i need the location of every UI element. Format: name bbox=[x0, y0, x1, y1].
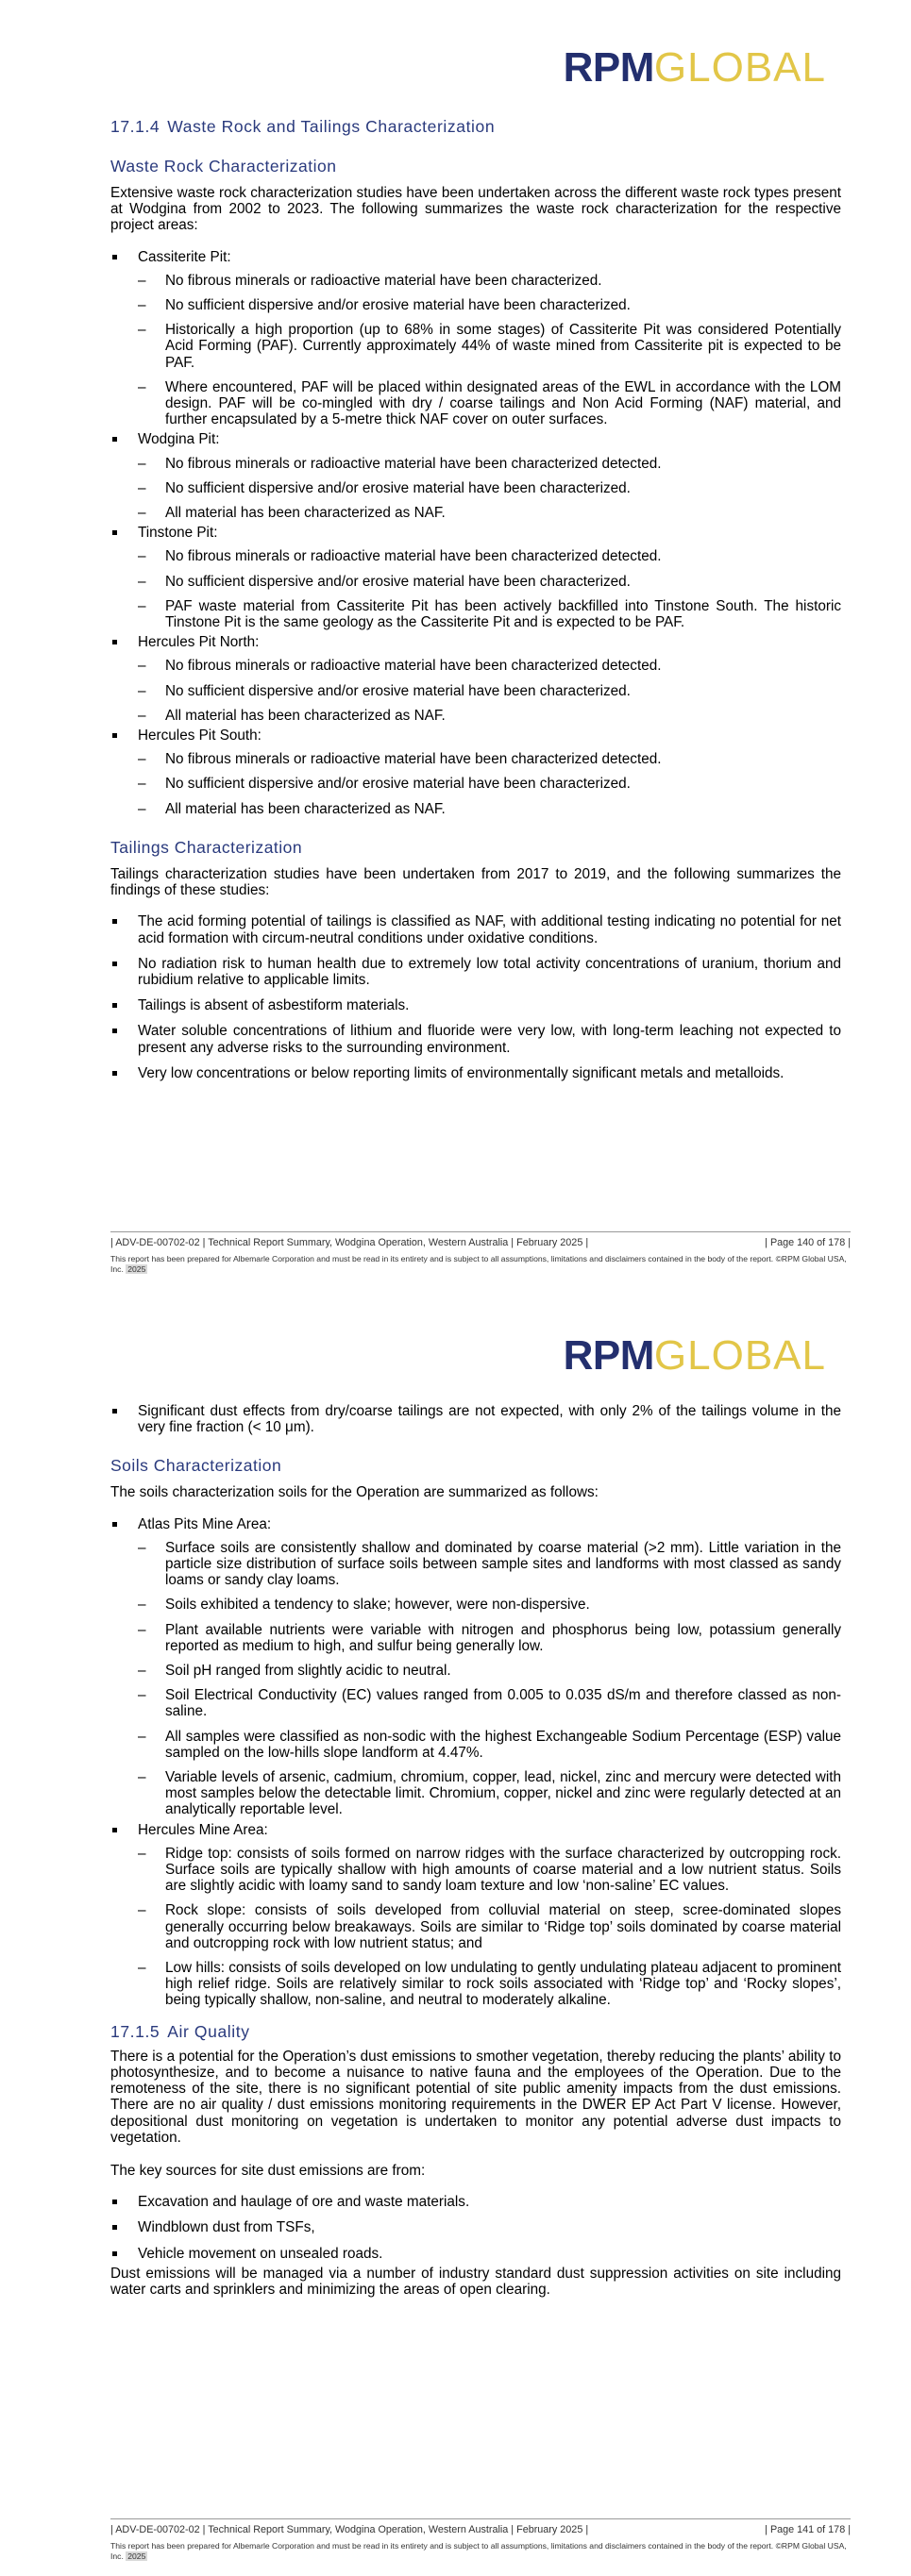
list-item: – No sufficient dispersive and/or erosive material have been characterized. bbox=[138, 776, 841, 792]
section-heading-air-quality bbox=[110, 2022, 841, 2041]
list-item: Excavation and haulage of ore and waste materials. bbox=[110, 2194, 841, 2210]
list-item: – Plant available nutrients were variable with nitrogen and phosphorus being low, potassium generally reported as medium to high, and sulfur being generally low. bbox=[138, 1622, 841, 1654]
list-item: – No fibrous minerals or radioactive material have been characterized detected. bbox=[138, 456, 841, 472]
dust-sources-intro: The key sources for site dust emissions are from: bbox=[110, 2162, 426, 2179]
list-item: No radiation risk to human health due to extremely low total activity concentrations of uranium, thorium and rubidium relative to applicable limits. bbox=[110, 956, 841, 988]
rpm-global-logo: RPMGLOBAL bbox=[563, 1332, 826, 1379]
list-item: Significant dust effects from dry/coarse tailings are not expected, with only 2% of the tailings volume in the very fine fraction (< 10 μm). bbox=[110, 1403, 841, 1435]
soils-area-list bbox=[110, 1516, 841, 2009]
waste-rock-heading: Waste Rock Characterization bbox=[110, 157, 337, 176]
pit-list-item bbox=[110, 634, 841, 724]
list-item: – No fibrous minerals or radioactive material have been characterized detected. bbox=[138, 751, 841, 767]
pit-list-item bbox=[110, 525, 841, 630]
section-number: 17.1.4 bbox=[110, 117, 160, 136]
list-item: Windblown dust from TSFs, bbox=[110, 2219, 841, 2235]
air-quality-paragraph: There is a potential for the Operation’s dust emissions to smother vegetation, thereby reducing the plants’ ability to photosynthesize, and to become a nuisance to native fauna and the employees of the Operation. Due to the remoteness of the site, there is no significant potential of site public amenity impacts from the dust emissions. There are no air quality / dust emissions monitoring requirements in the DWER EP Act Part V license. However, depositional dust monitoring on vegetation is undertaken to monitor any potential adverse dust impacts to vegetation. bbox=[110, 2048, 841, 2146]
list-item: – Low hills: consists of soils developed on low undulating to gently undulating plateau adjacent to prominent high relief ridge. Soils are relatively similar to rock soils associated with ‘Ridge top’ and ‘Rocky slopes’, being typically shallow, non-saline, and neutral to moderately alkaline. bbox=[138, 1960, 841, 2009]
tailings-list bbox=[110, 913, 841, 1081]
list-item: Tailings is absent of asbestiform materials. bbox=[110, 997, 841, 1013]
footer-year: 2025 bbox=[127, 1263, 146, 1274]
pit-name: Hercules Pit South: bbox=[138, 728, 261, 744]
pit-sublist bbox=[138, 751, 841, 817]
list-item: – All material has been characterized as NAF. bbox=[138, 801, 841, 817]
list-item: – Variable levels of arsenic, cadmium, chromium, copper, lead, nickel, zinc and mercury were detected with most samples below the detectable limit. Chromium, copper, nickel and zinc were regularly detected at an analytically reportable level. bbox=[138, 1769, 841, 1818]
list-item-atlas bbox=[110, 1516, 841, 1818]
list-item: – Soil Electrical Conductivity (EC) values ranged from 0.005 to 0.035 dS/m and therefore classed as non-saline. bbox=[138, 1687, 841, 1719]
page-footer bbox=[110, 1231, 851, 1274]
footer-rule bbox=[110, 1231, 851, 1232]
tailings-list-continued bbox=[110, 1403, 841, 1435]
list-item: – Surface soils are consistently shallow and dominated by coarse material (>2 mm). Little variation in the particle size distribution of surface soils between sample sites and landforms with most classed as sandy loams or sandy clay loams. bbox=[138, 1540, 841, 1589]
page-141-content bbox=[110, 1403, 841, 2298]
report-page-141 bbox=[0, 1288, 911, 2576]
list-item: – No fibrous minerals or radioactive material have been characterized detected. bbox=[138, 548, 841, 564]
pit-sublist bbox=[138, 658, 841, 724]
list-item: The acid forming potential of tailings is classified as NAF, with additional testing indicating no potential for net acid formation with circum-neutral conditions under oxidative conditions. bbox=[110, 913, 841, 945]
list-item: – Soil pH ranged from slightly acidic to neutral. bbox=[138, 1663, 841, 1679]
list-item: – Ridge top: consists of soils formed on narrow ridges with the surface characterized by outcropping rock. Surface soils are typically shallow with high amounts of coarse material and a low nutrient status. Soils are slightly acidic with loamy sand to sandy loam texture and low ‘non-saline’ EC values. bbox=[138, 1846, 841, 1895]
soils-heading: Soils Characterization bbox=[110, 1456, 282, 1476]
dust-sources-list bbox=[110, 2194, 841, 2262]
list-item: – No sufficient dispersive and/or erosive material have been characterized. bbox=[138, 574, 841, 590]
pit-list bbox=[110, 249, 841, 817]
pit-sublist bbox=[138, 548, 841, 630]
list-item: – Rock slope: consists of soils developed from colluvial material on steep, scree-dominated slopes generally occurring below breakaways. Soils are similar to ‘Ridge top’ soils dominated by coarse material and outcropping rock with low nutrient status; and bbox=[138, 1902, 841, 1951]
section-title: Waste Rock and Tailings Characterization bbox=[167, 117, 496, 136]
tailings-heading: Tailings Characterization bbox=[110, 837, 303, 857]
pit-list-item bbox=[110, 431, 841, 521]
footer-page-number: | Page 140 of 178 | bbox=[765, 1237, 851, 1248]
list-item: – No sufficient dispersive and/or erosive material have been characterized. bbox=[138, 480, 841, 496]
footer-rule bbox=[110, 2518, 851, 2519]
footer-year: 2025 bbox=[127, 2551, 146, 2561]
tailings-intro: Tailings characterization studies have been undertaken from 2017 to 2019, and the following summarizes the findings of these studies: bbox=[110, 865, 841, 899]
page-footer bbox=[110, 2518, 851, 2561]
pit-name: Wodgina Pit: bbox=[138, 431, 220, 448]
pit-list-item bbox=[110, 249, 841, 428]
list-item-hercules bbox=[110, 1822, 841, 2009]
page-140-content bbox=[110, 117, 841, 1081]
waste-rock-intro: Extensive waste rock characterization studies have been undertaken across the different waste rock types present at Wodgina from 2002 to 2023. The following summarizes the waste rock characterization for the respective project areas: bbox=[110, 185, 841, 234]
list-item: – No fibrous minerals or radioactive material have been characterized. bbox=[138, 273, 841, 289]
pit-list-item bbox=[110, 728, 841, 817]
atlas-sublist bbox=[138, 1540, 841, 1818]
dust-management-paragraph: Dust emissions will be managed via a number of industry standard dust suppression activities on site including water carts and sprinklers and minimizing the areas of open clearing. bbox=[110, 2265, 841, 2298]
pit-name: Hercules Pit North: bbox=[138, 634, 260, 651]
hercules-area-name: Hercules Mine Area: bbox=[138, 1821, 268, 1838]
list-item: – Soils exhibited a tendency to slake; however, were non-dispersive. bbox=[138, 1597, 841, 1613]
soils-intro: The soils characterization soils for the Operation are summarized as follows: bbox=[110, 1484, 599, 1501]
list-item: – All material has been characterized as NAF. bbox=[138, 505, 841, 521]
section-title: Air Quality bbox=[167, 2021, 250, 2041]
hercules-sublist bbox=[138, 1846, 841, 2009]
list-item: Very low concentrations or below reporting limits of environmentally significant metals and metalloids. bbox=[110, 1065, 841, 1081]
pit-sublist bbox=[138, 456, 841, 522]
list-item: – PAF waste material from Cassiterite Pit has been actively backfilled into Tinstone South. The historic Tinstone Pit is the same geology as the Cassiterite Pit and is expected to be PAF. bbox=[138, 598, 841, 630]
footer-disclaimer: This report has been prepared for Albemarle Corporation and must be read in its entirety and is subject to all assumptions, limitations and disclaimers contained in the body of the report. ©RPM Global USA, Inc. 2025 bbox=[110, 1254, 847, 1274]
footer-doc-info: | ADV-DE-00702-02 | Technical Report Summary, Wodgina Operation, Western Australia | February 2025 | bbox=[110, 2524, 589, 2535]
footer-disclaimer: This report has been prepared for Albemarle Corporation and must be read in its entirety and is subject to all assumptions, limitations and disclaimers contained in the body of the report. ©RPM Global USA, Inc. 2025 bbox=[110, 2541, 847, 2561]
list-item: – No sufficient dispersive and/or erosive material have been characterized. bbox=[138, 683, 841, 699]
atlas-area-name: Atlas Pits Mine Area: bbox=[138, 1515, 272, 1532]
pit-name: Tinstone Pit: bbox=[138, 525, 218, 542]
list-item: – No fibrous minerals or radioactive material have been characterized detected. bbox=[138, 658, 841, 674]
list-item: – All material has been characterized as NAF. bbox=[138, 708, 841, 724]
list-item: – All samples were classified as non-sodic with the highest Exchangeable Sodium Percentage (ESP) value sampled on the low-hills slope landform at 4.47%. bbox=[138, 1729, 841, 1761]
rpm-global-logo: RPMGLOBAL bbox=[563, 44, 826, 91]
list-item: – No sufficient dispersive and/or erosive material have been characterized. bbox=[138, 297, 841, 313]
list-item: – Historically a high proportion (up to 68% in some stages) of Cassiterite Pit was considered Potentially Acid Forming (PAF). Currently approximately 44% of waste mined from Cassiterite pit is expected to be PAF. bbox=[138, 322, 841, 371]
footer-doc-info: | ADV-DE-00702-02 | Technical Report Summary, Wodgina Operation, Western Australia | February 2025 | bbox=[110, 1237, 589, 1248]
list-item: Vehicle movement on unsealed roads. bbox=[110, 2246, 841, 2262]
section-heading-waste-rock-tailings bbox=[110, 117, 841, 136]
list-item: – Where encountered, PAF will be placed within designated areas of the EWL in accordance with the LOM design. PAF will be co-mingled with dry / coarse tailings and Non Acid Forming (NAF) material, and further encapsulated by a 5-metre thick NAF cover on outer surfaces. bbox=[138, 379, 841, 428]
list-item: Water soluble concentrations of lithium and fluoride were very low, with long-term leaching not expected to present any adverse risks to the surrounding environment. bbox=[110, 1023, 841, 1055]
pit-name: Cassiterite Pit: bbox=[138, 248, 231, 265]
footer-page-number: | Page 141 of 178 | bbox=[765, 2524, 851, 2535]
pit-sublist bbox=[138, 273, 841, 428]
section-number: 17.1.5 bbox=[110, 2021, 160, 2041]
